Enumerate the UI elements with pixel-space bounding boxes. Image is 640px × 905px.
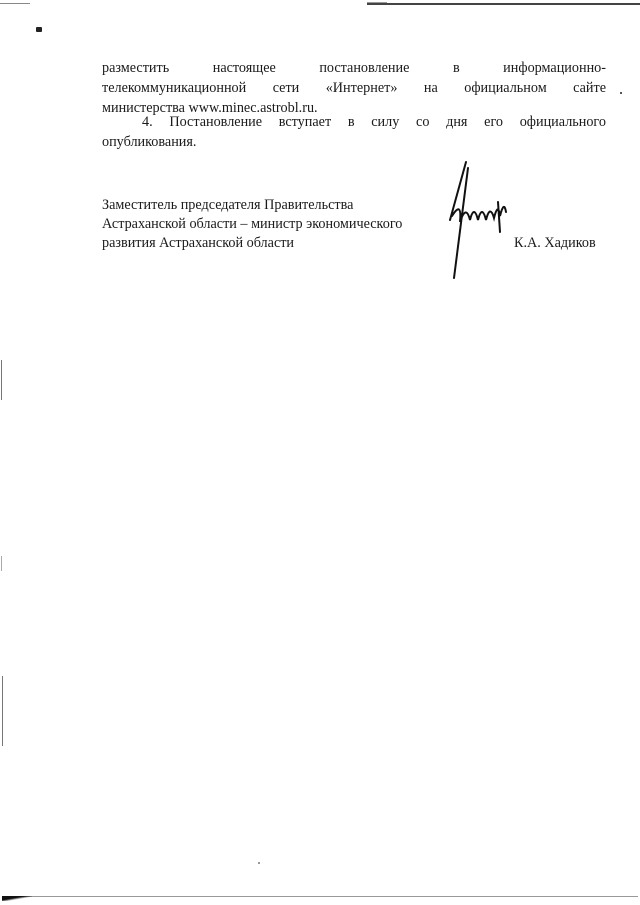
signature-icon: [440, 160, 520, 280]
scan-artifact-top-left: [0, 3, 30, 4]
scan-dot: [258, 862, 260, 864]
signatory-title-line: Заместитель председателя Правительства: [102, 197, 354, 213]
text-line: опубликования.: [102, 134, 197, 150]
signatory-name: К.А. Хадиков: [514, 235, 596, 251]
paragraph-continuation: [102, 58, 606, 118]
signatory-title-line: развития Астраханской области: [102, 235, 295, 251]
scan-dot: [620, 92, 622, 94]
scan-artifact-left-edge: [2, 676, 3, 746]
scan-artifact-left-edge: [1, 556, 2, 571]
scan-artifact-top-right: [367, 3, 640, 5]
scan-artifact-bottom: [2, 896, 638, 897]
scan-artifact-left-edge: [1, 360, 2, 400]
text-line: министерства www.minec.astrobl.ru.: [102, 100, 318, 116]
signatory-title: [102, 196, 402, 253]
text-line: телекоммуникационной сети «Интернет» на официальном сайте: [102, 80, 606, 96]
scan-artifact-bottom-corner: [2, 896, 32, 901]
scan-mark-icon: [36, 27, 42, 32]
signatory-title-line: Астраханской области – министр экономического: [102, 216, 403, 232]
paragraph-4: [102, 112, 606, 152]
text-line: разместить настоящее постановление в информационно-: [102, 60, 606, 76]
text-line: 4. Постановление вступает в силу со дня его официального: [142, 114, 606, 130]
